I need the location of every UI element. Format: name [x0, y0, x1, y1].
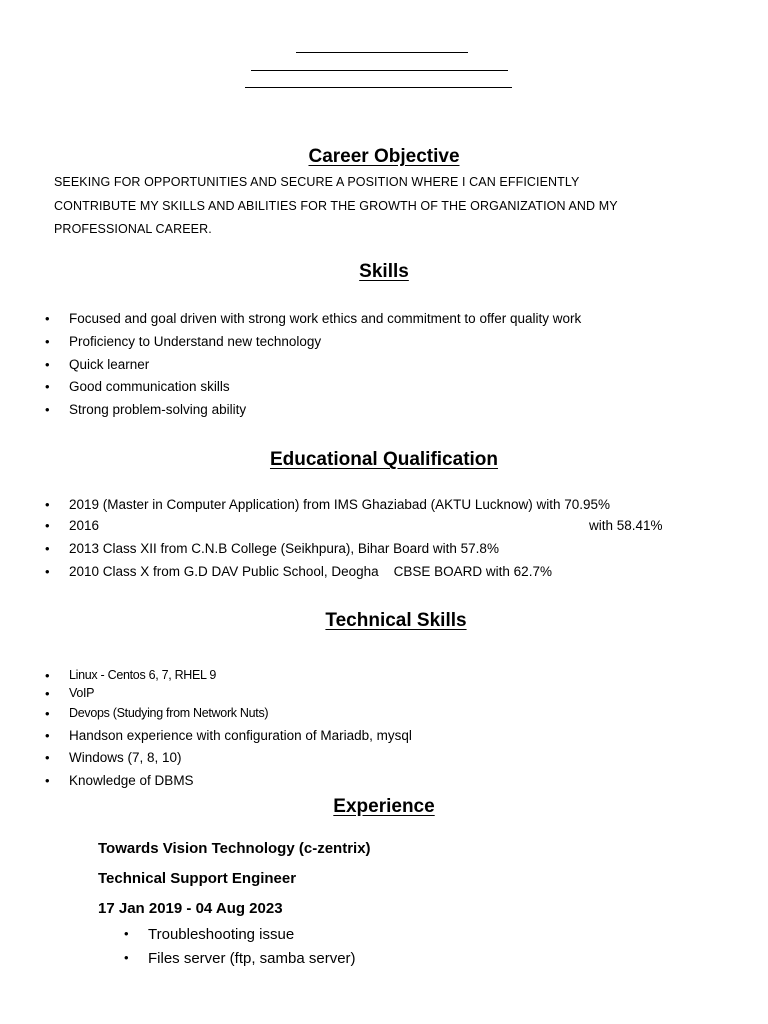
education-item-2-grade: with 58.41% [589, 518, 663, 533]
bullet-icon: • [45, 518, 50, 533]
bullet-icon: • [45, 541, 50, 556]
bullet-icon: • [45, 497, 50, 512]
resume-page: Career Objective SEEKING FOR OPPORTUNITIES AND SECURE A POSITION WHERE I CAN EFFICIENTLY CONTRIBUTE MY SKILLS AND ABILITIES FOR THE GROWTH OF THE ORGANIZATION AND MY PROFESSIONAL CAREER. Skills • Focused and goal driven with strong work ethics and commitment to offer quality work • Proficiency to Understand new technology • Quick learner • Good communication skills • Strong problem-solving ability Educational Qualification • 2019 (Master in Computer Application) from IMS Ghaziabad (AKTU Lucknow) with 70.95% • 2016 with 58.41% • 2013 Class XII from C.N.B College (Seikhpura), Bihar Board with 57.8% • 2010 Class X from G.D DAV Public School, Deogha CBSE BOARD with 62.7% Technical Skills • Linux - Centos 6, 7, RHEL 9 • VoIP • Devops (Studying from Network Nuts) • Handson experience with configuration of Mariadb, mysql • Windows (7, 8, 10) • Knowledge of DBMS Experience Towards Vision Technology (c-zentrix) Technical Support Engineer 17 Jan 2019 - 04 Aug 2023 • Troubleshooting issue • Files server (ftp, samba server) [0, 0, 768, 1024]
bullet-icon: • [45, 402, 50, 417]
objective-line: PROFESSIONAL CAREER. [54, 222, 212, 236]
technical-skills-heading: Technical Skills [325, 610, 467, 631]
bullet-icon: • [45, 311, 50, 326]
career-objective-text [54, 171, 654, 242]
bullet-icon: • [45, 379, 50, 394]
bullet-icon: • [45, 728, 50, 743]
bullet-icon: • [45, 773, 50, 788]
bullet-icon: • [45, 686, 50, 701]
skills-heading: Skills [359, 261, 409, 282]
experience-role: Technical Support Engineer [98, 870, 297, 887]
header-rule-2 [251, 70, 508, 71]
bullet-icon: • [45, 334, 50, 349]
bullet-icon: • [124, 950, 129, 965]
bullet-icon: • [124, 926, 129, 941]
career-objective-heading: Career Objective [308, 146, 460, 167]
bullet-icon: • [45, 750, 50, 765]
bullet-icon: • [45, 706, 50, 721]
objective-line: SEEKING FOR OPPORTUNITIES AND SECURE A POSITION WHERE I CAN EFFICIENTLY [54, 175, 580, 189]
header-rule-3 [245, 87, 512, 88]
experience-dates: 17 Jan 2019 - 04 Aug 2023 [98, 900, 283, 917]
bullet-icon: • [45, 357, 50, 372]
education-heading: Educational Qualification [269, 449, 499, 470]
objective-line: CONTRIBUTE MY SKILLS AND ABILITIES FOR THE GROWTH OF THE ORGANIZATION AND MY [54, 198, 618, 213]
header-rule-1 [296, 52, 468, 53]
experience-company: Towards Vision Technology (c-zentrix) [98, 840, 371, 857]
experience-heading: Experience [333, 796, 435, 817]
bullet-icon: • [45, 668, 50, 683]
bullet-icon: • [45, 564, 50, 579]
